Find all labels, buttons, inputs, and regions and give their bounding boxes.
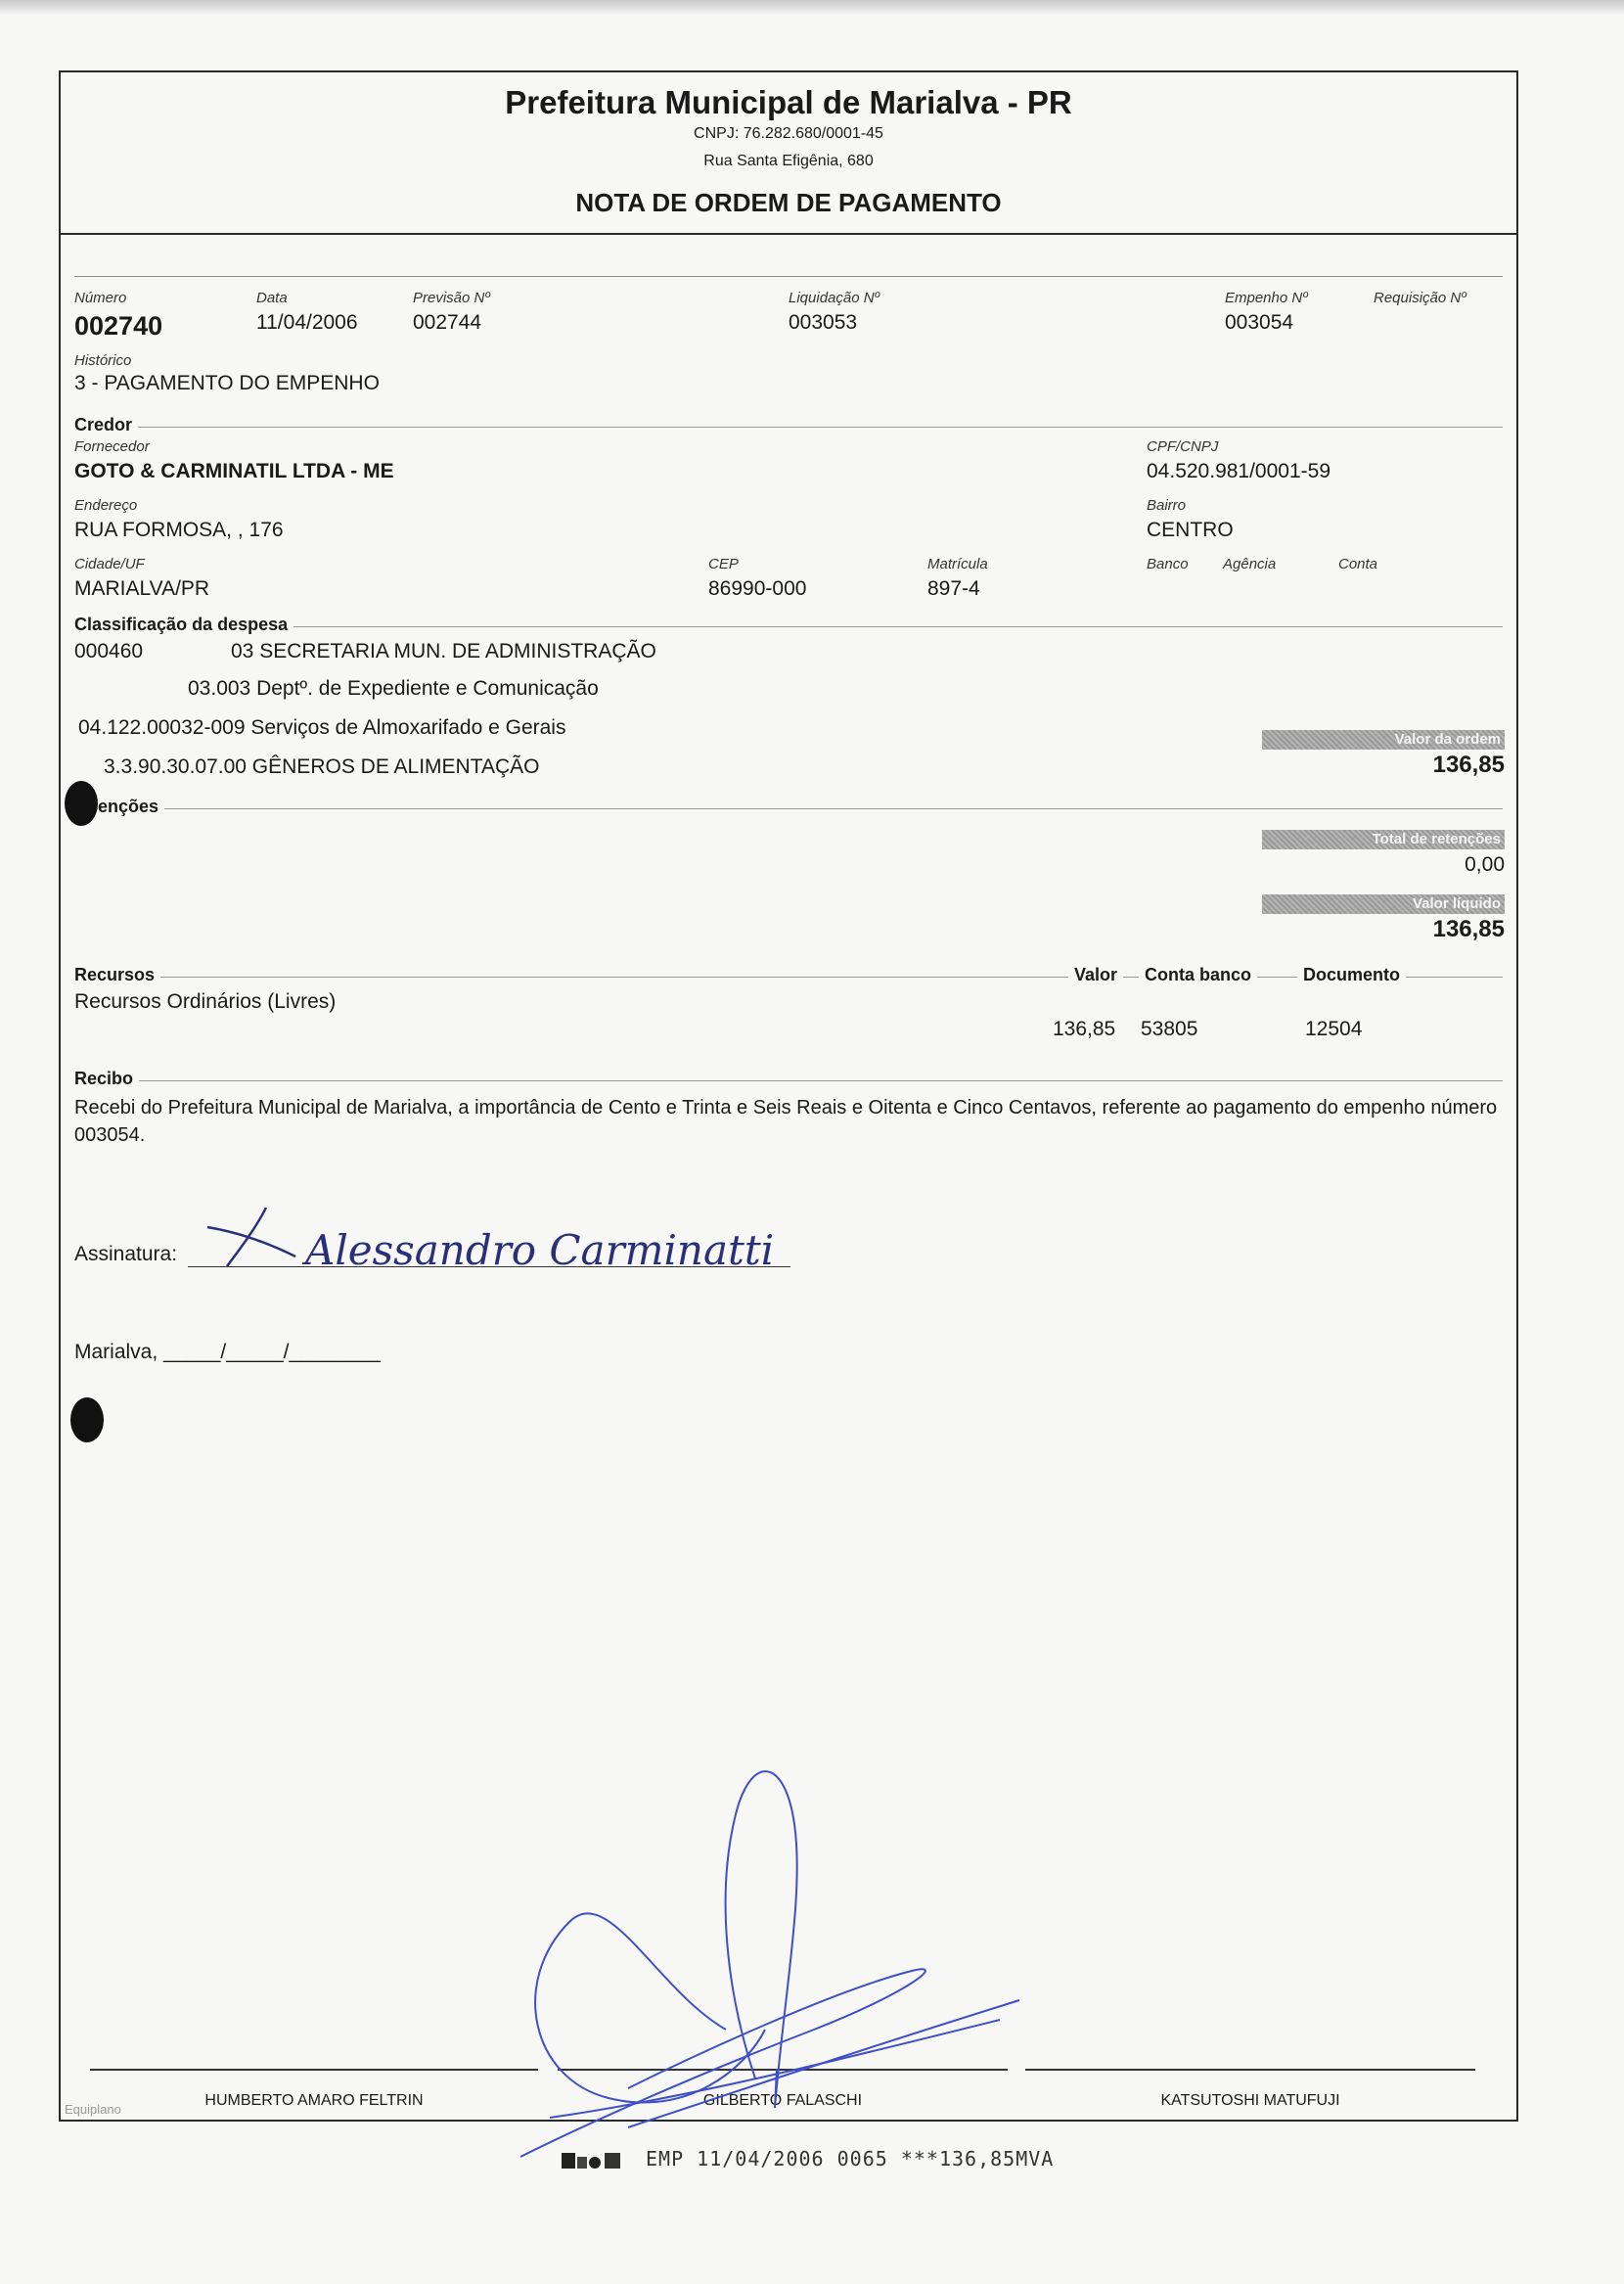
signatory-1: HUMBERTO AMARO FELTRIN xyxy=(204,2092,424,2109)
signature-line-1 xyxy=(90,2069,538,2071)
recibo-text: Recebi do Prefeitura Municipal de Marialva, a importância de Cento e Trinta e Seis Reais e Oitenta e Cinco Centavos, referente ao pagamento do empenho número 003054. xyxy=(74,1097,1498,1146)
brand-watermark: Equiplano xyxy=(65,2102,121,2117)
classificacao-line2: 03.003 Deptº. de Expediente e Comunicação xyxy=(188,677,599,700)
endereco-value: RUA FORMOSA, , 176 xyxy=(74,519,284,541)
valor-ordem-label: Valor da ordem xyxy=(1394,731,1501,748)
punch-hole-mark xyxy=(65,781,98,826)
recursos-desc: Recursos Ordinários (Livres) xyxy=(74,990,337,1013)
assinatura-label: Assinatura: xyxy=(74,1243,178,1265)
place-date: Marialva, _____/_____/________ xyxy=(74,1341,381,1363)
retencoes-rule xyxy=(74,808,1503,809)
document-frame xyxy=(59,70,1518,2122)
credor-rule xyxy=(74,427,1503,428)
historico-label: Histórico xyxy=(74,352,132,369)
recursos-documento: 12504 xyxy=(1305,1018,1363,1040)
cidade-value: MARIALVA/PR xyxy=(74,577,210,600)
cpf-label: CPF/CNPJ xyxy=(1147,438,1219,455)
valor-liquido-bar xyxy=(1262,894,1505,914)
endereco-label: Endereço xyxy=(74,497,138,514)
org-cnpj: CNPJ: 76.282.680/0001-45 xyxy=(694,125,883,142)
recipient-signature xyxy=(188,1188,794,1276)
previsao-label: Previsão Nº xyxy=(413,290,490,306)
liquidacao-label: Liquidação Nº xyxy=(789,290,880,306)
total-retencoes-value: 0,00 xyxy=(1465,853,1505,876)
punch-hole-mark-2 xyxy=(70,1397,104,1442)
numero-value: 002740 xyxy=(74,311,163,341)
cep-value: 86990-000 xyxy=(708,577,807,600)
signature-line-3 xyxy=(1025,2069,1475,2071)
recursos-rule xyxy=(74,977,1503,978)
recibo-section: Recibo xyxy=(74,1069,139,1089)
credor-section: Credor xyxy=(74,415,138,435)
empenho-value: 003054 xyxy=(1225,311,1294,334)
recibo-rule xyxy=(74,1080,1503,1081)
banco-label: Banco xyxy=(1147,556,1189,572)
matricula-value: 897-4 xyxy=(927,577,980,600)
data-label: Data xyxy=(256,290,288,306)
cidade-label: Cidade/UF xyxy=(74,556,145,572)
agencia-label: Agência xyxy=(1223,556,1277,572)
classificacao-code: 000460 xyxy=(74,640,144,662)
recursos-valor: 136,85 xyxy=(1053,1018,1116,1040)
liquidacao-value: 003053 xyxy=(789,311,858,334)
fornecedor-value: GOTO & CARMINATIL LTDA - ME xyxy=(74,460,394,482)
valor-liquido-label: Valor líquido xyxy=(1412,895,1501,912)
numero-label: Número xyxy=(74,290,127,306)
bairro-value: CENTRO xyxy=(1147,519,1234,541)
recursos-conta: 53805 xyxy=(1141,1018,1198,1040)
valor-liquido-value: 136,85 xyxy=(1432,916,1505,942)
bank-stamp-text: EMP 11/04/2006 0065 ***136,85MVA xyxy=(646,2147,1055,2170)
document-title: NOTA DE ORDEM DE PAGAMENTO xyxy=(575,188,1002,217)
cep-label: CEP xyxy=(708,556,739,572)
signatory-2: GILBERTO FALASCHI xyxy=(702,2092,863,2109)
recursos-documento-label: Documento xyxy=(1297,965,1406,985)
requisicao-label: Requisição Nº xyxy=(1374,290,1466,306)
bairro-label: Bairro xyxy=(1147,497,1187,514)
classificacao-line3: 04.122.00032-009 Serviços de Almoxarifado e Gerais xyxy=(78,716,566,739)
ids-top-rule xyxy=(74,276,1503,277)
header-divider xyxy=(61,233,1516,235)
recursos-conta-label: Conta banco xyxy=(1139,965,1257,985)
org-name: Prefeitura Municipal de Marialva - PR xyxy=(505,84,1072,120)
total-retencoes-bar xyxy=(1262,830,1505,849)
recursos-valor-label: Valor xyxy=(1068,965,1123,985)
matricula-label: Matrícula xyxy=(927,556,988,572)
fornecedor-label: Fornecedor xyxy=(74,438,150,455)
signatory-3: KATSUTOSHI MATUFUJI xyxy=(1160,2092,1340,2109)
authorizing-signature xyxy=(491,1736,1039,2167)
empenho-label: Empenho Nº xyxy=(1225,290,1308,306)
total-retencoes-label: Total de retenções xyxy=(1372,831,1501,847)
data-value: 11/04/2006 xyxy=(256,311,358,334)
historico-value: 3 - PAGAMENTO DO EMPENHO xyxy=(74,372,380,394)
valor-ordem-value: 136,85 xyxy=(1432,752,1505,778)
classificacao-line4: 3.3.90.30.07.00 GÊNEROS DE ALIMENTAÇÃO xyxy=(104,755,540,778)
recursos-section: Recursos xyxy=(74,965,160,985)
classificacao-section: Classificação da despesa xyxy=(74,615,293,635)
signature-text: Alessandro Carminatti xyxy=(305,1226,775,1274)
bank-logo-icon xyxy=(562,2149,622,2172)
classificacao-line1: 03 SECRETARIA MUN. DE ADMINISTRAÇÃO xyxy=(231,640,656,662)
valor-ordem-bar xyxy=(1262,730,1505,750)
scan-top-shadow xyxy=(0,0,1624,14)
cpf-value: 04.520.981/0001-59 xyxy=(1147,460,1331,482)
org-address: Rua Santa Efigênia, 680 xyxy=(703,153,874,169)
previsao-value: 002744 xyxy=(413,311,482,334)
conta-label: Conta xyxy=(1338,556,1378,572)
retencoes-section: enções xyxy=(98,797,164,817)
